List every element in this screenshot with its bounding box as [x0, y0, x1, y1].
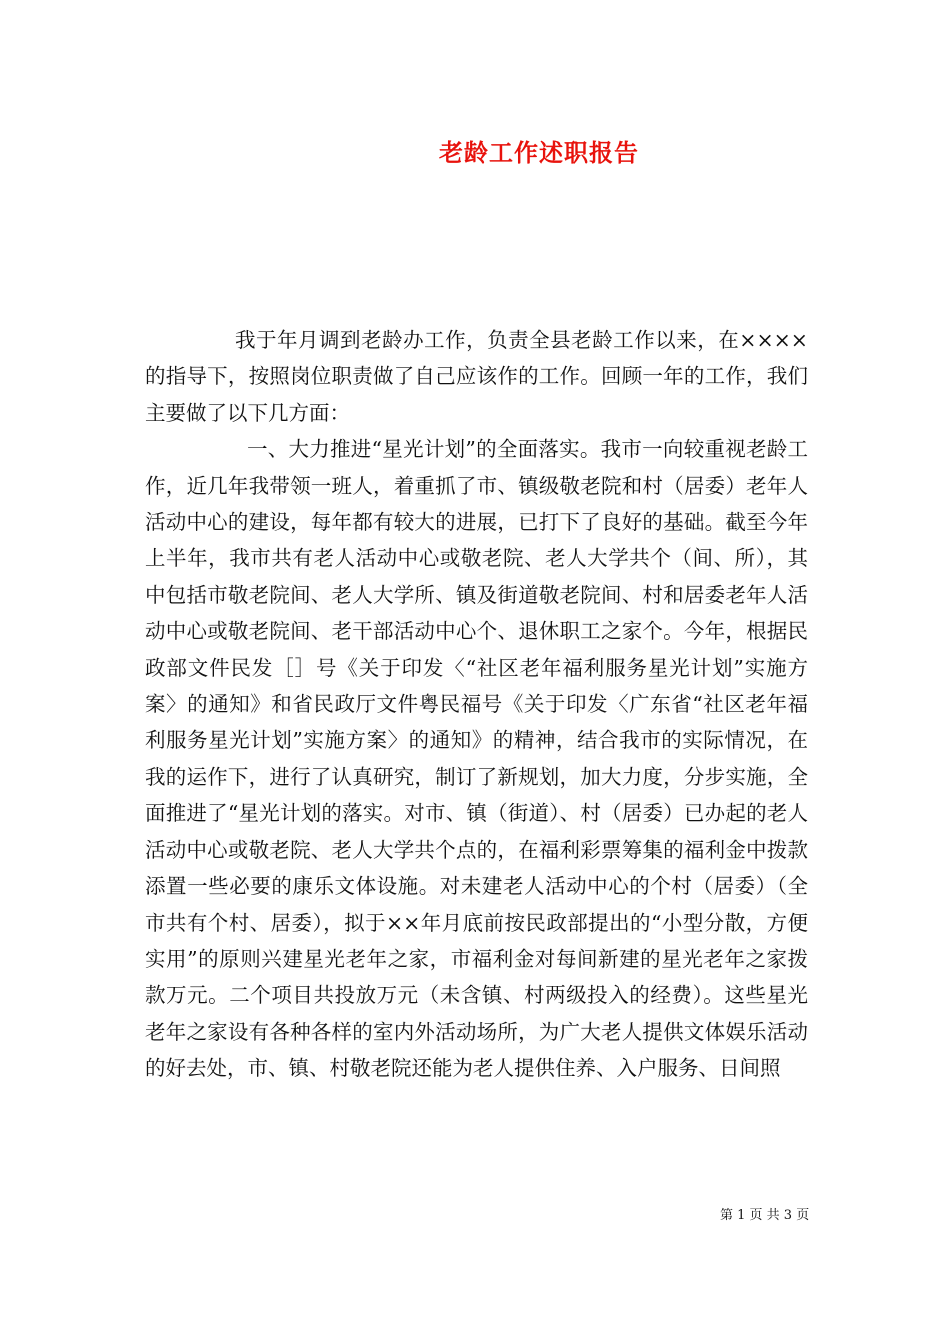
document-title: 老龄工作述职报告: [439, 138, 639, 167]
paragraph-intro: 我于年月调到老龄办工作，负责全县老龄工作以来，在××××的指导下，按照岗位职责做了自己应该作的工作。回顾一年的工作，我们主要做了以下几方面：: [145, 328, 808, 425]
document-body: [145, 322, 808, 1087]
page-number: 第 1 页 共 3 页: [720, 1208, 810, 1223]
paragraph-section-one: 一、大力推进“星光计划”的全面落实。我市一向较重视老龄工作，近几年我带领一班人，着重抓了市、镇级敬老院和村（居委）老年人活动中心的建设，每年都有较大的进展，已打下了良好的基础。截至今年上半年，我市共有老人活动中心或敬老院、老人大学共个（间、所），其中包括市敬老院间、老人大学所、镇及街道敬老院间、村和居委老年人活动中心或敬老院间、老干部活动中心个、退休职工之家个。今年，根据民政部文件民发［］号《关于印发〈“社区老年福利服务星光计划”实施方案〉的通知》和省民政厅文件粤民福号《关于印发〈广东省“社区老年福利服务星光计划”实施方案〉的通知》的精神，结合我市的实际情况，在我的运作下，进行了认真研究，制订了新规划，加大力度，分步实施，全面推进了“星光计划的落实。对市、镇（街道）、村（居委）已办起的老人活动中心或敬老院、老人大学共个点的，在福利彩票筹集的福利金中拨款添置一些必要的康乐文体设施。对未建老人活动中心的个村（居委）（全市共有个村、居委），拟于××年月底前按民政部提出的“小型分散，方便实用”的原则兴建星光老年之家，市福利金对每间新建的星光老年之家拨款万元。二个项目共投放万元（未含镇、村两级投入的经费）。这些星光老年之家设有各种各样的室内外活动场所，为广大老人提供文体娱乐活动的好去处，市、镇、村敬老院还能为老人提供住养、入户服务、日间照: [145, 437, 808, 1081]
